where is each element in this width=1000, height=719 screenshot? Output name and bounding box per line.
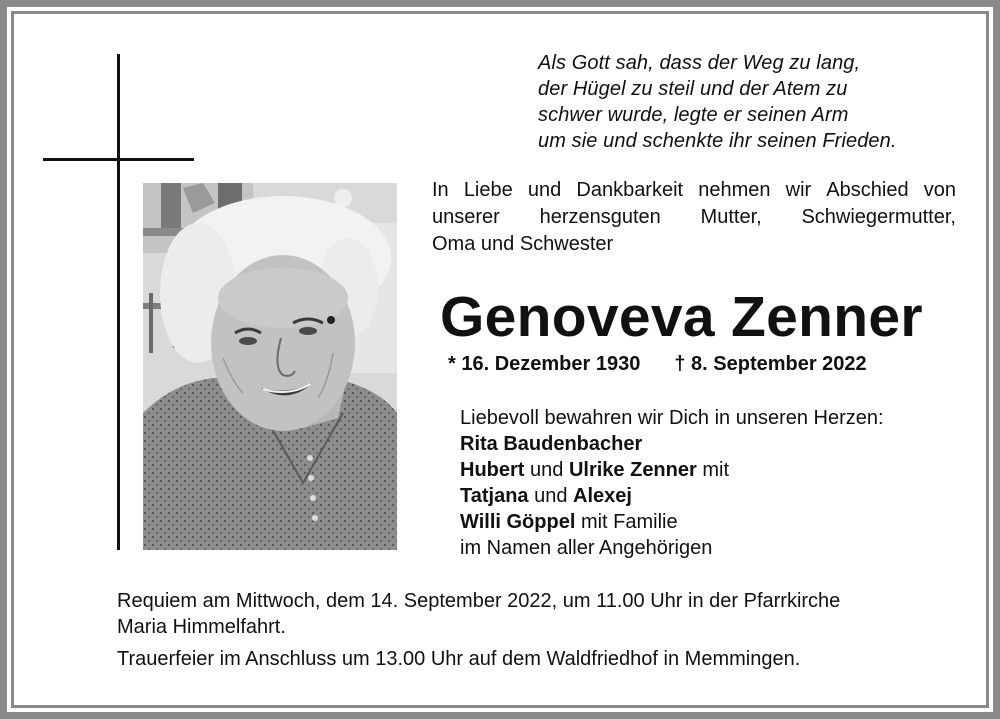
mourners-block [460,405,930,561]
word: herzensguten [539,206,661,228]
mourner-alexej: Alexej [573,485,632,507]
mourner-line-tatjana [460,483,930,509]
intro-line-1 [432,177,956,204]
word: unserer [432,206,500,228]
life-dates [448,351,867,377]
mourner-rita: Rita Baudenbacher [460,433,643,455]
verse-line: der Hügel zu steil und der Atem zu [538,78,848,100]
portrait-image [143,183,397,550]
mourners-intro: Liebevoll bewahren wir Dich in unseren Herzen: [460,407,884,429]
mourner-willi: Willi Göppel [460,511,576,533]
mourner-line-hubert [460,457,930,483]
word: Liebe [463,179,513,201]
verse [538,50,968,154]
verse-line: um sie und schenkte ihr seinen Frieden. [538,130,897,152]
word: wir [785,179,812,201]
word: Schwiegermutter, [801,206,956,228]
connector-mit: mit [702,459,730,481]
mourner-tatjana: Tatjana [460,485,529,507]
death-date: † 8. September 2022 [674,353,867,375]
intro-text [432,177,956,258]
word: nehmen [698,179,771,201]
intro-line-3: Oma und Schwester [432,233,614,255]
deceased-name: Genoveva Zenner [440,285,923,349]
cross-horizontal-bar [43,158,194,161]
service-info [117,588,967,672]
word: und [527,179,562,201]
mourner-line-willi [460,509,930,535]
birth-date: * 16. Dezember 1930 [448,353,641,375]
connector-und: und [530,459,564,481]
requiem-line-2: Maria Himmelfahrt. [117,616,286,638]
intro-line-2 [432,204,956,231]
mourner-willi-family: mit Familie [580,511,678,533]
word: Abschied [826,179,909,201]
portrait-photo [143,183,397,550]
mourner-hubert: Hubert [460,459,525,481]
word: Dankbarkeit [576,179,684,201]
word: von [923,179,956,201]
requiem-line-1: Requiem am Mittwoch, dem 14. September 2022, um 11.00 Uhr in der Pfarrkirche [117,590,841,612]
funeral-line: Trauerfeier im Anschluss um 13.00 Uhr auf dem Waldfriedhof in Memmingen. [117,648,801,670]
verse-line: Als Gott sah, dass der Weg zu lang, [538,52,861,74]
word: In [432,179,449,201]
verse-line: schwer wurde, legte er seinen Arm [538,104,849,126]
word: Mutter, [700,206,762,228]
mourners-closing: im Namen aller Angehörigen [460,537,713,559]
mourner-ulrike: Ulrike Zenner [568,459,697,481]
connector-und: und [534,485,568,507]
cross-vertical-bar [117,54,120,550]
